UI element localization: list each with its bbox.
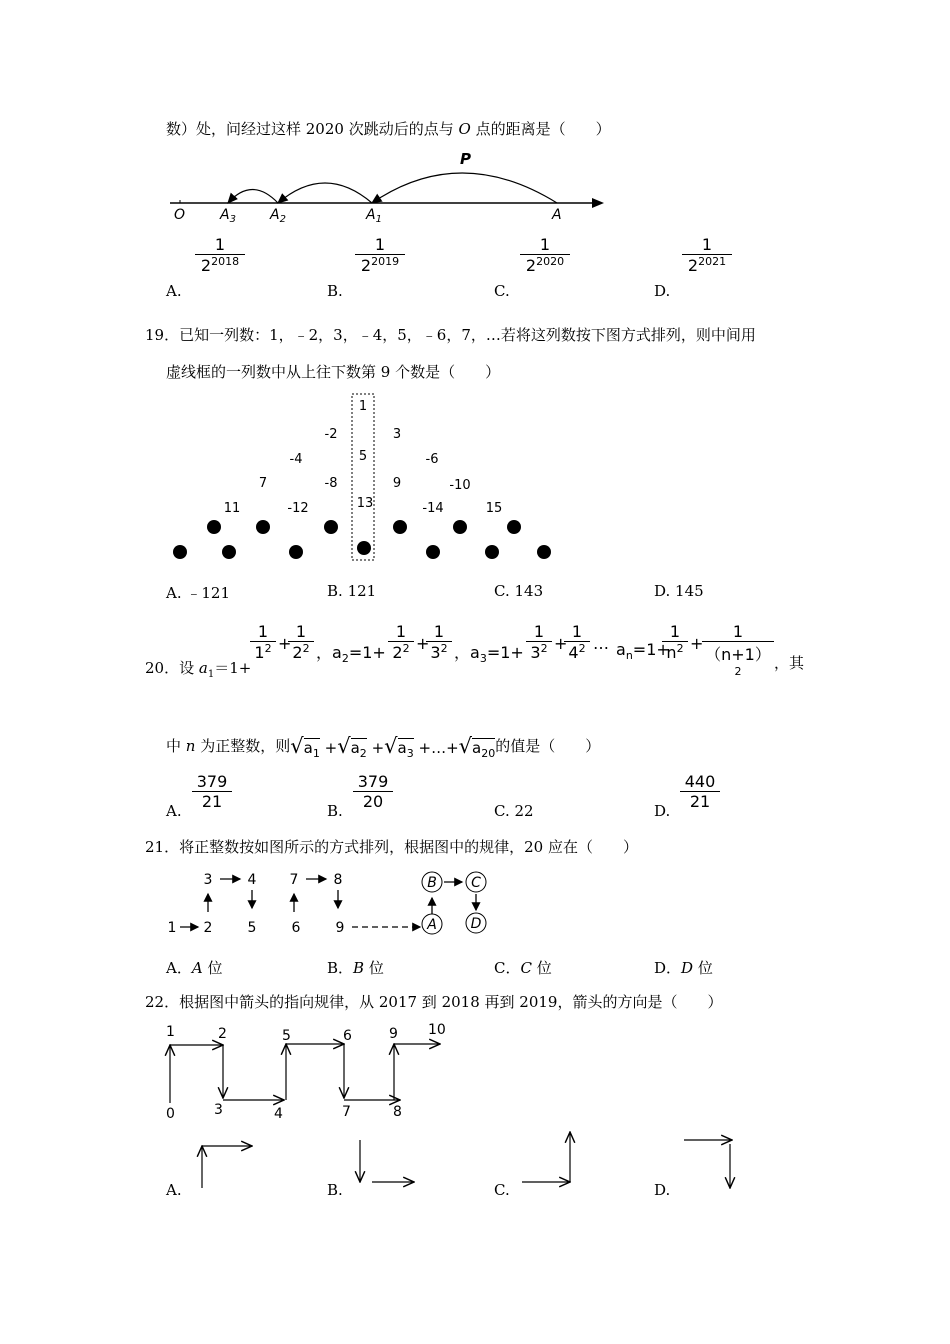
num-neg10: -10 bbox=[449, 478, 471, 493]
q22-option-a-label: A. bbox=[166, 1181, 182, 1199]
n5: 5 bbox=[247, 920, 257, 936]
circle-d: D bbox=[470, 916, 482, 932]
n6: 6 bbox=[291, 920, 301, 936]
q21-pattern-figure bbox=[160, 864, 500, 944]
num-neg14: -14 bbox=[422, 501, 444, 516]
circle-b: B bbox=[427, 875, 437, 891]
n1: 1 bbox=[167, 920, 177, 936]
node-6: 6 bbox=[343, 1028, 352, 1044]
q22-option-a-arrow bbox=[190, 1130, 260, 1190]
label-p: P bbox=[460, 150, 471, 168]
q18-option-c-fraction: 1 $2^{2020}$ bbox=[520, 235, 570, 275]
num-15: 15 bbox=[485, 501, 503, 516]
q22-option-c-arrow bbox=[518, 1128, 588, 1190]
circle-c: C bbox=[471, 875, 481, 891]
num-5: 5 bbox=[358, 449, 368, 464]
q22-arrow-pattern-figure bbox=[160, 1018, 460, 1128]
q19-option-b: B. 121 bbox=[327, 582, 377, 600]
n4: 4 bbox=[247, 872, 257, 888]
label-o: O bbox=[174, 207, 186, 223]
node-5: 5 bbox=[282, 1028, 291, 1044]
q18-option-b-fraction: 1 $2^{2019}$ bbox=[355, 235, 405, 275]
q18-option-b-label: B. bbox=[327, 282, 343, 300]
n7: 7 bbox=[289, 872, 299, 888]
node-0: 0 bbox=[166, 1106, 175, 1122]
q22-stem: 22．根据图中箭头的指向规律，从 2017 到 2018 再到 2019，箭头的方向是（ ） bbox=[145, 993, 723, 1011]
circle-a: A bbox=[427, 917, 437, 933]
q21-stem: 21．将正整数按如图所示的方式排列，根据图中的规律，20 应在（ ） bbox=[145, 838, 638, 856]
q22-option-d-arrow bbox=[680, 1130, 750, 1190]
q18-option-a-label: A. bbox=[166, 282, 182, 300]
q18-option-d-label: D. bbox=[654, 282, 671, 300]
num-11: 11 bbox=[223, 501, 241, 516]
q20-stem-prefix: 20．设 $a_1=1+$ bbox=[145, 659, 252, 680]
q20-option-b-label: B. bbox=[327, 802, 343, 820]
q20-option-d-fraction: 440 21 bbox=[680, 772, 720, 811]
n3: 3 bbox=[203, 872, 213, 888]
q20-option-b-fraction: 379 20 bbox=[353, 772, 393, 811]
q20-option-a-label: A. bbox=[166, 802, 182, 820]
q18-stem: 数）处，问经过这样 2020 次跳动后的点与 O 点的距离是（ ） bbox=[166, 120, 611, 138]
num-7: 7 bbox=[258, 476, 268, 491]
num-neg8: -8 bbox=[324, 476, 338, 491]
q18-option-d-fraction: 1 $2^{2021}$ bbox=[682, 235, 732, 275]
num-neg4: -4 bbox=[289, 452, 303, 467]
n2: 2 bbox=[203, 920, 213, 936]
num-3: 3 bbox=[392, 427, 402, 442]
num-neg12: -12 bbox=[287, 501, 309, 516]
node-1: 1 bbox=[166, 1024, 175, 1040]
q22-option-d-label: D. bbox=[654, 1181, 671, 1199]
q19-option-a: A. ﹣121 bbox=[166, 584, 231, 602]
q19-triangle-figure bbox=[160, 390, 560, 570]
num-1: 1 bbox=[358, 399, 368, 414]
n9: 9 bbox=[335, 920, 345, 936]
q18-number-line-figure bbox=[160, 148, 610, 228]
q22-option-b-label: B. bbox=[327, 1181, 343, 1199]
q19-option-c: C. 143 bbox=[494, 582, 544, 600]
label-a3: $A_3$ bbox=[220, 207, 236, 225]
q21-option-b: B．B 位 bbox=[327, 959, 384, 977]
q21-option-c: C．C 位 bbox=[494, 959, 552, 977]
q19-option-d: D. 145 bbox=[654, 582, 704, 600]
label-a2: $A_2$ bbox=[270, 207, 286, 225]
q19-stem-line1: 19．已知一列数：1，﹣2，3，﹣4，5，﹣6，7，…若将这列数按下图方式排列，则中间用 bbox=[145, 326, 756, 344]
q20-stem-line2: 中 n 为正整数，则$√a_1 +√a_2 +√a_3$ $+\dots+√a_{20}$的值是（ ） bbox=[166, 734, 601, 760]
node-10: 10 bbox=[428, 1022, 446, 1038]
q18-option-c-label: C. bbox=[494, 282, 510, 300]
q21-option-d: D．D 位 bbox=[654, 959, 713, 977]
num-neg2: -2 bbox=[324, 427, 338, 442]
q20-formula: 1 $1^2$ + 1 $2^2$ ，$a_2=1+$ 1 $2^2$ + 1 $3^2$ ，$a_3=1+$ 1 $3^2$ + 1 $4^2$ … $a_n=1+$ 1 $n^2$ + 1 $(n+1)^2$ ，其 bbox=[250, 622, 810, 674]
node-3: 3 bbox=[214, 1102, 223, 1118]
num-neg6: -6 bbox=[425, 452, 439, 467]
node-4: 4 bbox=[274, 1106, 283, 1122]
label-a: A bbox=[552, 207, 562, 223]
node-2: 2 bbox=[218, 1026, 227, 1042]
q18-option-a-fraction: 1 $2^{2018}$ bbox=[195, 235, 245, 275]
n8: 8 bbox=[333, 872, 343, 888]
label-a1: $A_1$ bbox=[366, 207, 382, 225]
q21-option-a: A．A 位 bbox=[166, 959, 223, 977]
q20-option-d-label: D. bbox=[654, 802, 671, 820]
node-7: 7 bbox=[342, 1104, 351, 1120]
q20-option-c: C. 22 bbox=[494, 802, 534, 820]
q22-option-c-label: C. bbox=[494, 1181, 510, 1199]
q20-option-a-fraction: 379 21 bbox=[192, 772, 232, 811]
num-13: 13 bbox=[356, 496, 374, 511]
num-9: 9 bbox=[392, 476, 402, 491]
node-8: 8 bbox=[393, 1104, 402, 1120]
q19-stem-line2: 虚线框的一列数中从上往下数第 9 个数是（ ） bbox=[166, 363, 501, 381]
q22-option-b-arrow bbox=[350, 1136, 420, 1191]
node-9: 9 bbox=[389, 1026, 398, 1042]
